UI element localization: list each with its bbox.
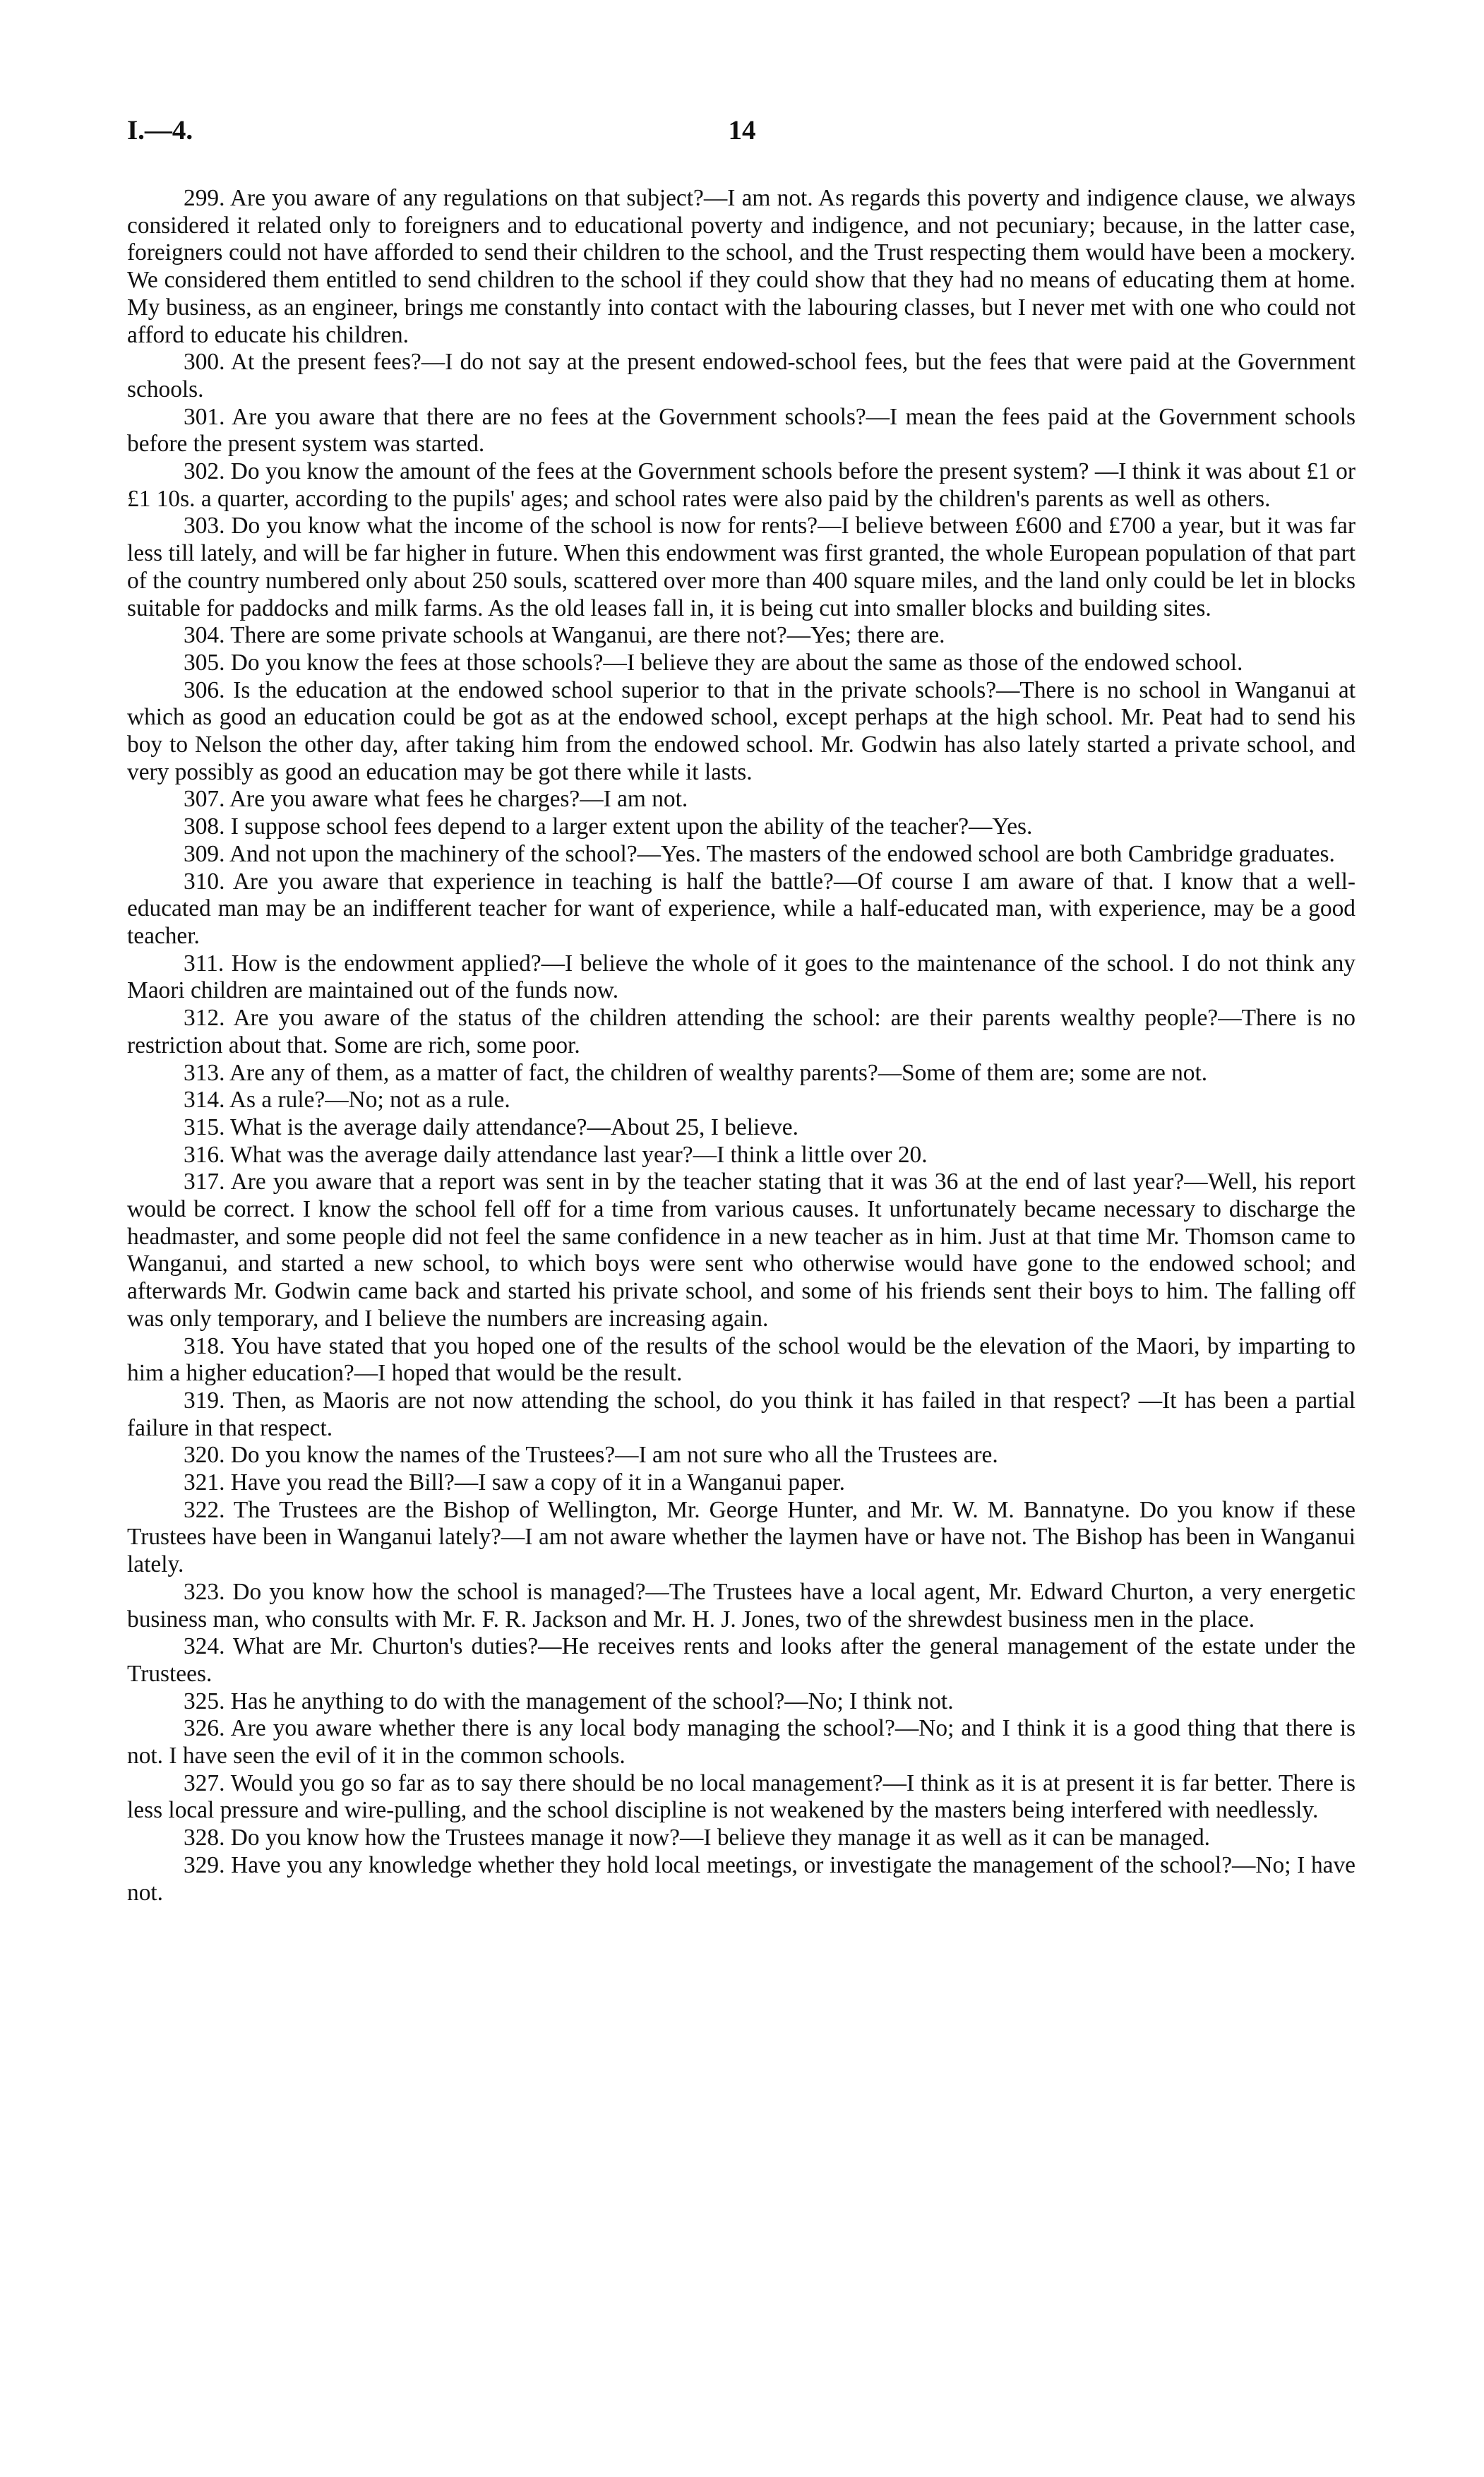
paragraph-326: 326. Are you aware whether there is any local body managing the school?—No; and I think it is a good thing that there is not. I have seen the evil of it in the common schools.	[127, 1715, 1356, 1769]
paragraph-300: 300. At the present fees?—I do not say at the present endowed-school fees, but the fees that were paid at the Government schools.	[127, 349, 1356, 402]
paragraph-321: 321. Have you read the Bill?—I saw a copy of it in a Wanganui paper.	[184, 1469, 845, 1496]
paragraph-316: 316. What was the average daily attendance last year?—I think a little over 20.	[184, 1141, 928, 1168]
paragraph-317: 317. Are you aware that a report was sent in by the teacher stating that it was 36 at the end of last year?—Well, his report would be correct. I know the school fell off for a time from various causes. It unfortunately became necessary to discharge the headmaster, and some people did not feel the same confidence in a new teacher as in him. Just at that time Mr. Thomson came to Wanganui, and started a new school, to which boys were sent who otherwise would have gone to the endowed school; and afterwards Mr. Godwin came back and started his private school, and some of his friends sent their boys to him. The falling off was only temporary, and I believe the numbers are increasing again.	[127, 1169, 1356, 1332]
paragraph-309: 309. And not upon the machinery of the school?—Yes. The masters of the endowed school are both Cambridge graduates.	[184, 840, 1335, 867]
paragraph-305: 305. Do you know the fees at those schools?—I believe they are about the same as those of the endowed school.	[184, 649, 1243, 676]
paragraph-314: 314. As a rule?—No; not as a rule.	[184, 1087, 510, 1114]
paragraph-302: 302. Do you know the amount of the fees at the Government schools before the present system? —I think it was about £1 or £1 10s. a quarter, according to the pupils' ages; and school rates were also paid by the children's parents as well as others.	[127, 458, 1356, 512]
paragraph-306: 306. Is the education at the endowed school superior to that in the private schools?—There is no school in Wanganui at which as good an education could be got as at the endowed school, except perhaps at the high school. Mr. Peat had to send his boy to Nelson the other day, after taking him from the endowed school. Mr. Godwin has also lately started a private school, and very possibly as good an education may be got there while it lasts.	[127, 676, 1356, 785]
paragraph-301: 301. Are you aware that there are no fees at the Government schools?—I mean the fees paid at the Government schools before the present system was started.	[127, 403, 1356, 458]
paragraph-312: 312. Are you aware of the status of the children attending the school: are their parents wealthy people?—There is no restriction about that. Some are rich, some poor.	[127, 1005, 1356, 1058]
paragraph-328: 328. Do you know how the Trustees manage it now?—I believe they manage it as well as it can be managed.	[184, 1825, 1210, 1851]
paragraph-299: 299. Are you aware of any regulations on that subject?—I am not. As regards this poverty and indigence clause, we always considered it related only to foreigners and to educational poverty and indigence, and not pecuniary; because, in the latter case, foreigners could not have afforded to send their children to the school, and the Trust respecting them would have been a mockery. We considered them entitled to send children to the school if they could show that they had no means of educating them at home. My business, as an engineer, brings me constantly into contact with the labouring classes, but I never met with one who could not afford to educate his children.	[127, 185, 1356, 348]
paragraph-327: 327. Would you go so far as to say there should be no local management?—I think as it is at present it is far better. There is less local pressure and wire-pulling, and the school discipline is not weakened by the masters being interfered with needlessly.	[127, 1769, 1356, 1824]
page-header	[127, 114, 1357, 157]
paragraph-323: 323. Do you know how the school is managed?—The Trustees have a local agent, Mr. Edward Churton, a very energetic business man, who consults with Mr. F. R. Jackson and Mr. H. J. Jones, two of the shrewdest business men in the place.	[127, 1578, 1356, 1633]
paragraph-308: 308. I suppose school fees depend to a larger extent upon the ability of the teacher?—Yes.	[184, 813, 1033, 840]
paragraph-313: 313. Are any of them, as a matter of fact, the children of wealthy parents?—Some of them are; some are not.	[184, 1059, 1208, 1086]
paragraph-304: 304. There are some private schools at Wanganui, are there not?—Yes; there are.	[184, 622, 945, 649]
paragraph-310: 310. Are you aware that experience in teaching is half the battle?—Of course I am aware of that. I know that a well-educated man may be an indifferent teacher for want of experience, while a half-educated man, with experience, may be a good teacher.	[127, 868, 1356, 949]
paragraph-322: 322. The Trustees are the Bishop of Wellington, Mr. George Hunter, and Mr. W. M. Bannatyne. Do you know if these Trustees have been in Wanganui lately?—I am not aware whether the laymen have or have not. The Bishop has been in Wanganui lately.	[127, 1496, 1356, 1578]
paragraph-315: 315. What is the average daily attendance?—About 25, I believe.	[184, 1114, 798, 1140]
paragraph-324: 324. What are Mr. Churton's duties?—He receives rents and looks after the general management of the estate under the Trustees.	[127, 1633, 1356, 1687]
paragraph-311: 311. How is the endowment applied?—I believe the whole of it goes to the maintenance of the school. I do not think any Maori children are maintained out of the funds now.	[127, 950, 1356, 1004]
page-number: 14	[728, 115, 756, 145]
body-text	[127, 185, 1356, 1906]
paragraph-320: 320. Do you know the names of the Trustees?—I am not sure who all the Trustees are.	[184, 1442, 998, 1469]
paragraph-329: 329. Have you any knowledge whether they hold local meetings, or investigate the management of the school?—No; I have not.	[127, 1851, 1356, 1906]
paragraph-307: 307. Are you aware what fees he charges?—I am not.	[184, 786, 688, 813]
document-reference: I.—4.	[127, 115, 193, 145]
paragraph-319: 319. Then, as Maoris are not now attending the school, do you think it has failed in that respect? —It has been a partial failure in that respect.	[127, 1387, 1356, 1441]
paragraph-325: 325. Has he anything to do with the management of the school?—No; I think not.	[184, 1688, 954, 1714]
paragraph-303: 303. Do you know what the income of the school is now for rents?—I believe between £600 and £700 a year, but it was far less till lately, and will be far higher in future. When this endowment was first granted, the whole European population of that part of the country numbered only about 250 souls, scattered over more than 400 square miles, and the land only could be let in blocks suitable for paddocks and milk farms. As the old leases fall in, it is being cut into smaller blocks and building sites.	[127, 513, 1356, 621]
paragraph-318: 318. You have stated that you hoped one of the results of the school would be the elevation of the Maori, by imparting to him a higher education?—I hoped that would be the result.	[127, 1332, 1356, 1387]
